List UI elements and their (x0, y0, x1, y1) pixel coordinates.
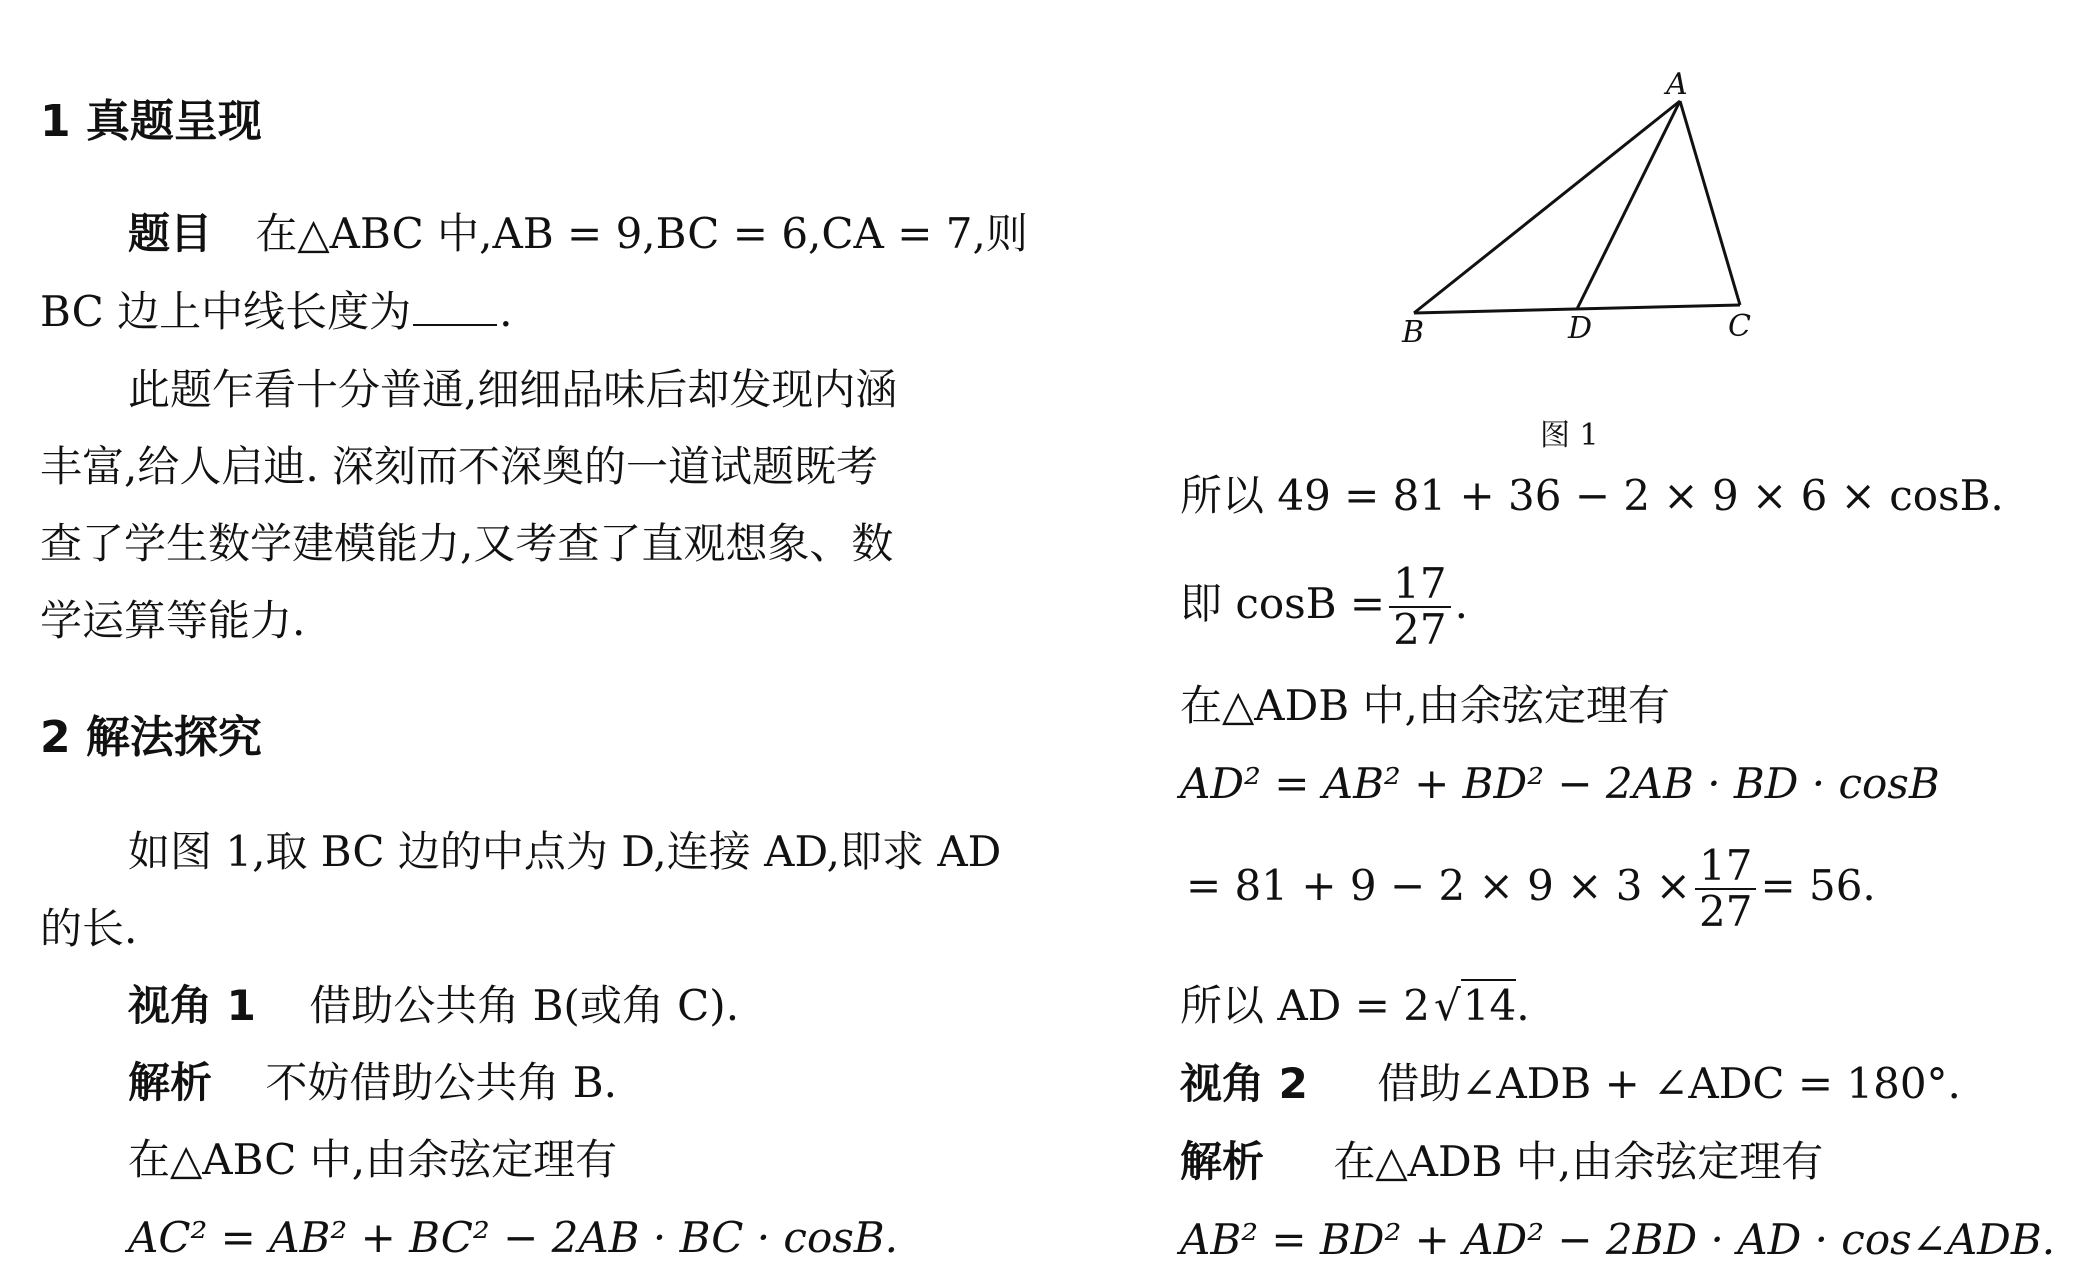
fraction-denominator-b: 27 (1698, 887, 1753, 936)
problem-label: 题目 (128, 209, 213, 258)
method-line-1: 如图 1,取 BC 边的中点为 D,连接 AD,即求 AD (128, 827, 1002, 876)
label-c: C (1728, 309, 1751, 344)
view-1-label: 视角 1 (128, 981, 256, 1030)
para-line-4: 学运算等能力. (40, 596, 306, 645)
figure-caption: 图 1 (1540, 418, 1599, 453)
right-line-3: 在△ADB 中,由余弦定理有 (1180, 681, 1670, 730)
label-b: B (1402, 315, 1425, 350)
sqrt-radicand: 14 (1462, 981, 1517, 1030)
median-ad (1577, 101, 1680, 309)
view-1-line (128, 980, 739, 1032)
label-a: A (1666, 67, 1688, 102)
calc-result: = 56. (1760, 861, 1876, 910)
para-line-1: 此题乍看十分普通,细细品味后却发现内涵 (128, 365, 898, 414)
problem-text-2: BC 边上中线长度为 (40, 287, 412, 336)
right-line-5 (1186, 841, 1876, 936)
para-line-2: 丰富,给人启迪. 深刻而不深奥的一道试题既考 (40, 442, 879, 491)
section-2-heading: 2 解法探究 (40, 712, 262, 763)
analysis-1-line (128, 1057, 617, 1109)
sqrt-sign: √ (1433, 981, 1461, 1030)
equation-1: AC² = AB² + BC² − 2AB · BC · cosB. (128, 1213, 899, 1262)
analysis-1-label: 解析 (128, 1058, 213, 1107)
analysis-2-line (1180, 1136, 1823, 1188)
cosine-intro-line: 在△ABC 中,由余弦定理有 (128, 1135, 618, 1184)
analysis-1-text: 不妨借助公共角 B. (265, 1058, 617, 1107)
problem-text-1: 在△ABC 中,AB = 9,BC = 6,CA = 7,则 (255, 209, 1028, 258)
method-line-2: 的长. (40, 904, 138, 953)
right-line-6 (1180, 980, 1530, 1032)
view-2-text: 借助∠ADB + ∠ADC = 180°. (1377, 1059, 1961, 1108)
problem-line-1 (128, 208, 1028, 260)
triangle-figure (1390, 60, 1770, 360)
analysis-2-label: 解析 (1180, 1137, 1265, 1186)
fraction-numerator-b: 17 (1695, 844, 1756, 890)
view-1-text: 借助公共角 B(或角 C). (309, 981, 740, 1030)
section-1-heading: 1 真题呈现 (40, 96, 262, 147)
equation-2: AB² = BD² + AD² − 2BD · AD · cos∠ADB. (1180, 1215, 2056, 1264)
fraction-denominator: 27 (1393, 605, 1447, 654)
ad-prefix: 所以 AD = 2 (1180, 981, 1430, 1030)
right-line-1: 所以 49 = 81 + 36 − 2 × 9 × 6 × cosB. (1180, 471, 2004, 520)
right-line-2 (1180, 559, 1468, 654)
label-d: D (1568, 311, 1593, 346)
view-2-label: 视角 2 (1180, 1059, 1308, 1108)
problem-period: . (499, 287, 513, 336)
cosb-prefix: 即 cosB = (1180, 579, 1386, 628)
cosb-period: . (1454, 579, 1468, 628)
analysis-2-text: 在△ADB 中,由余弦定理有 (1333, 1137, 1824, 1186)
edge-ac (1680, 101, 1740, 305)
view-2-line (1180, 1058, 1961, 1110)
problem-line-2 (40, 286, 513, 338)
right-equation-ad: AD² = AB² + BD² − 2AB · BD · cosB (1180, 759, 1940, 808)
calc-prefix: = 81 + 9 − 2 × 9 × 3 × (1186, 861, 1691, 910)
fraction-numerator: 17 (1389, 562, 1450, 608)
para-line-3: 查了学生数学建模能力,又考查了直观想象、数 (40, 519, 894, 568)
answer-blank (413, 290, 497, 326)
fraction-17-27 (1389, 559, 1450, 654)
edge-ab (1414, 101, 1680, 313)
fraction-17-27-b (1695, 841, 1756, 936)
ad-period: . (1516, 981, 1530, 1030)
